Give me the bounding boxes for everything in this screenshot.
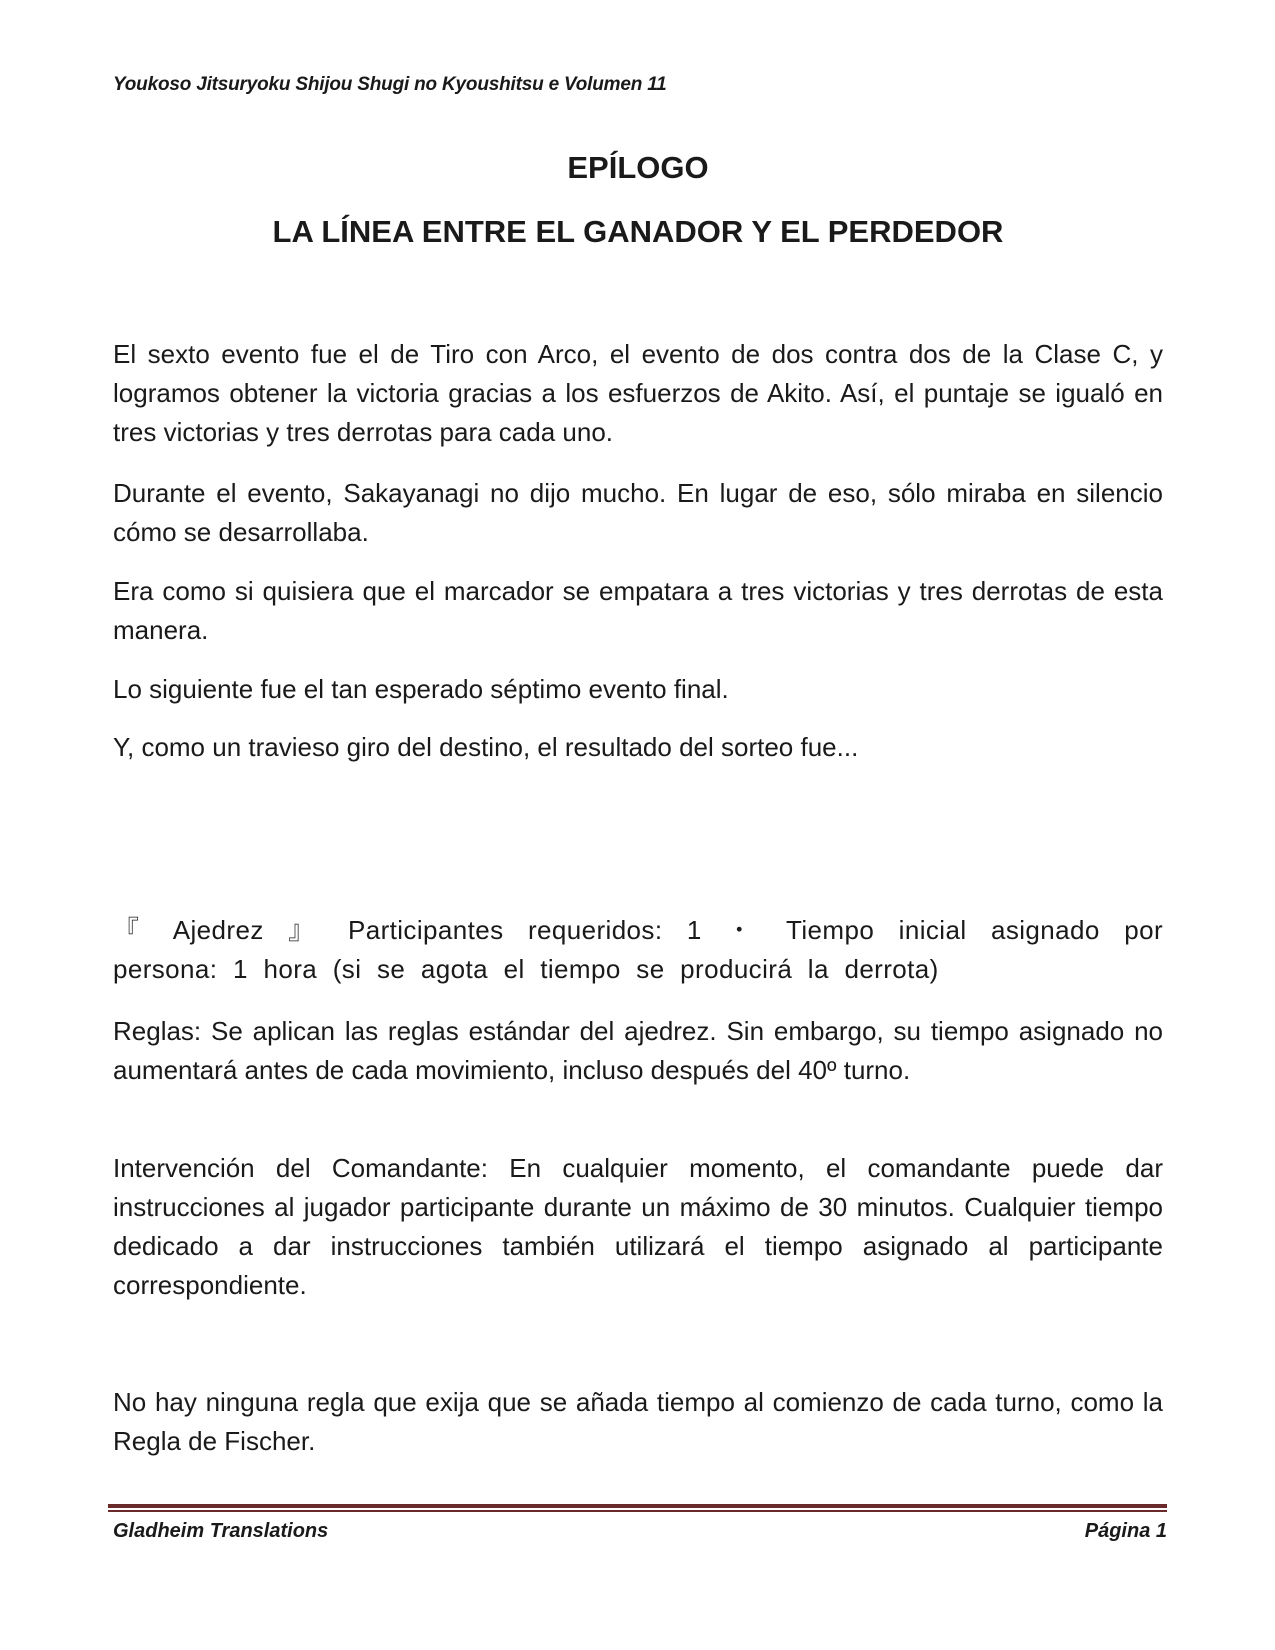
paragraph: Era como si quisiera que el marcador se empatara a tres victorias y tres derrotas de esta manera. — [113, 576, 1163, 645]
running-header: Youkoso Jitsuryoku Shijou Shugi no Kyoushitsu e Volumen 11 — [113, 74, 667, 95]
footer-divider — [108, 1504, 1167, 1508]
paragraph: Lo siguiente fue el tan esperado séptimo evento final. — [113, 674, 729, 704]
footer-divider-thin — [108, 1510, 1167, 1512]
chapter-label: EPÍLOGO — [567, 150, 709, 185]
paragraph: Durante el evento, Sakayanagi no dijo mucho. En lugar de eso, sólo miraba en silencio cómo se desarrollaba. — [113, 478, 1163, 547]
paragraph: No hay ninguna regla que exija que se añada tiempo al comienzo de cada turno, como la Regla de Fischer. — [113, 1387, 1163, 1456]
footer-page-number: Página 1 — [1084, 1520, 1167, 1542]
event-rules-heading: 『 Ajedrez 』 Participantes requeridos: 1 ・ Tiempo inicial asignado por persona: 1 hora (si se agota el tiempo se producirá la derrota) — [113, 915, 1163, 984]
paragraph: Y, como un travieso giro del destino, el resultado del sorteo fue... — [113, 732, 859, 762]
paragraph: El sexto evento fue el de Tiro con Arco, el evento de dos contra dos de la Clase C, y logramos obtener la victoria gracias a los esfuerzos de Akito. Así, el puntaje se igualó en tres victorias y tres derrotas para cada uno. — [113, 339, 1163, 447]
commander-paragraph: Intervención del Comandante: En cualquier momento, el comandante puede dar instrucciones al jugador participante durante un máximo de 30 minutos. Cualquier tiempo dedicado a dar instrucciones también utilizará el tiempo asignado al participante correspondiente. — [113, 1153, 1163, 1300]
rules-paragraph: Reglas: Se aplican las reglas estándar del ajedrez. Sin embargo, su tiempo asignado no aumentará antes de cada movimiento, incluso después del 40º turno. — [113, 1016, 1163, 1085]
footer-publisher: Gladheim Translations — [113, 1520, 329, 1542]
chapter-title: LA LÍNEA ENTRE EL GANADOR Y EL PERDEDOR — [272, 214, 1004, 249]
